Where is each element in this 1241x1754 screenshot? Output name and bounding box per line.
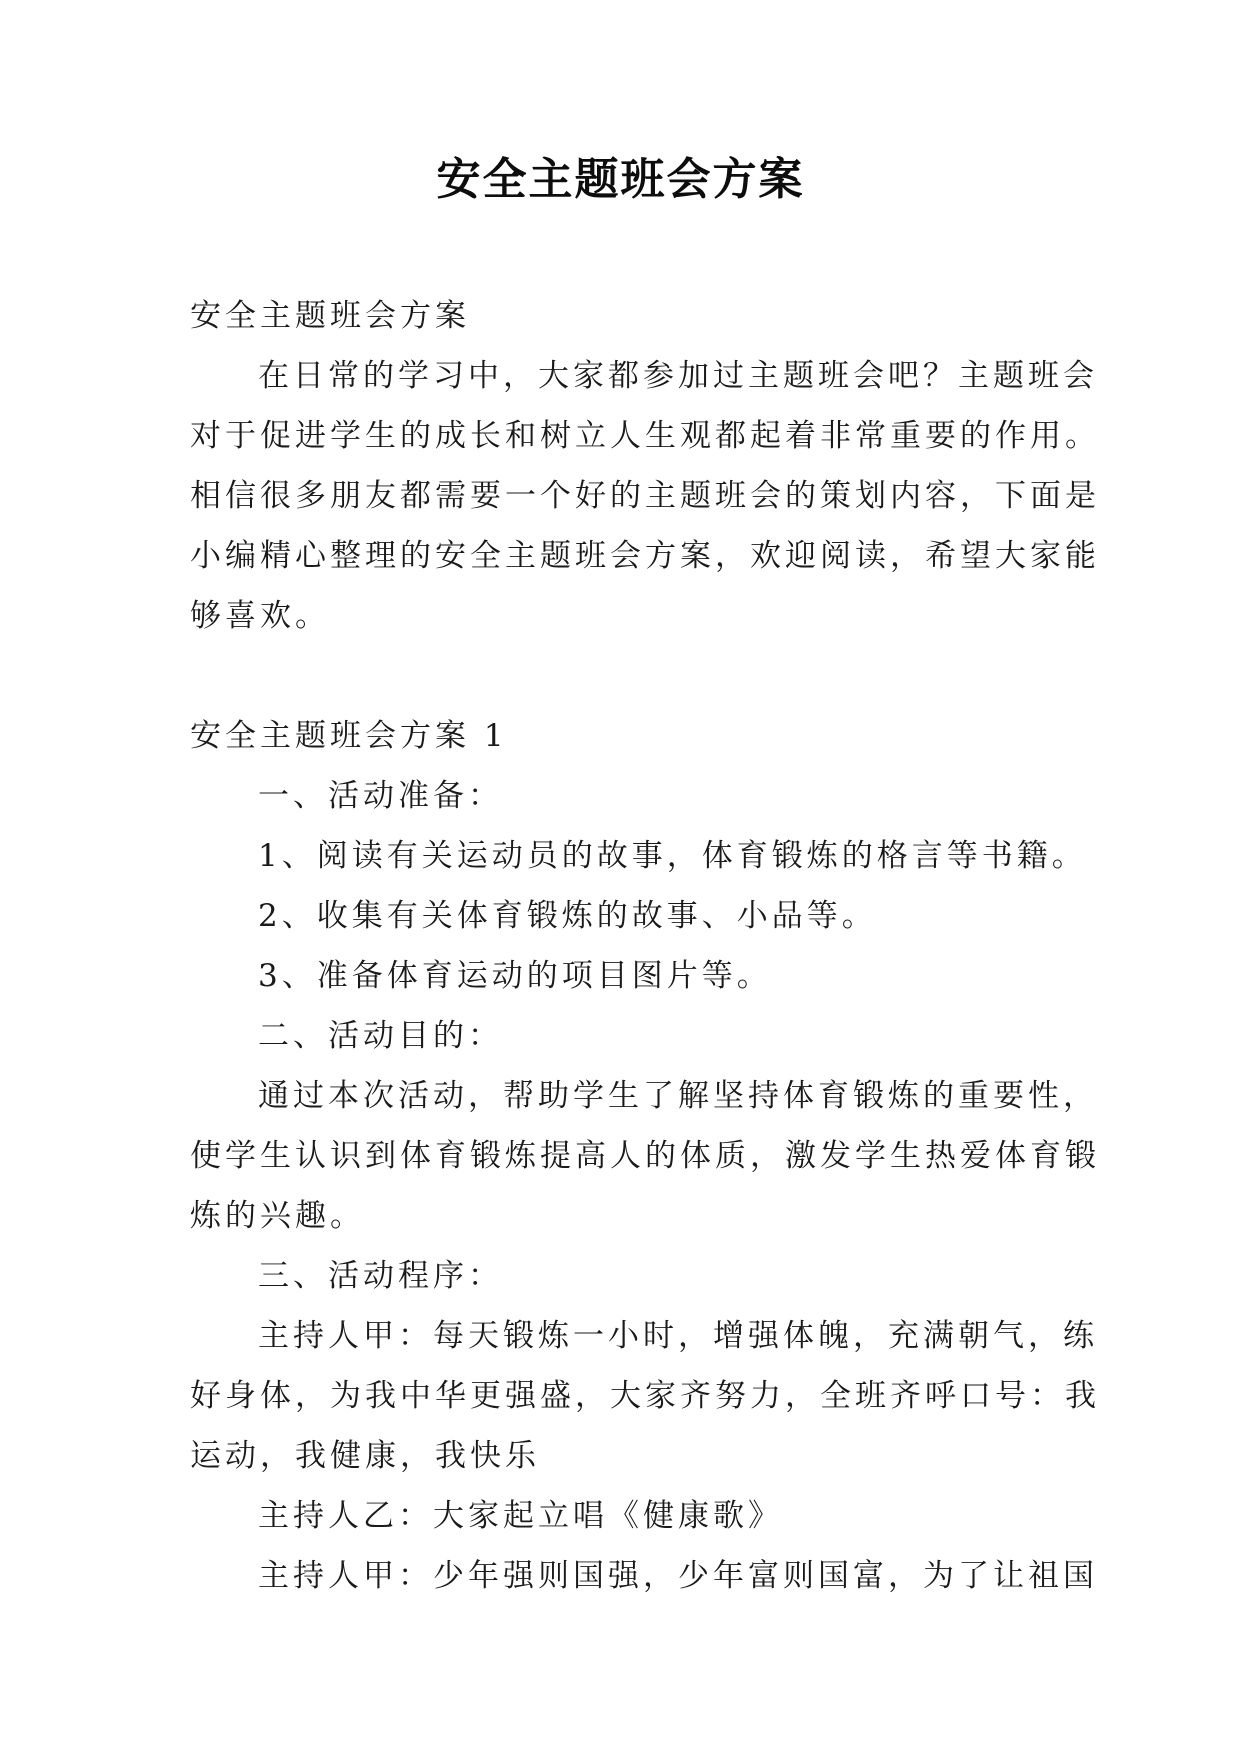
paragraph-line: 主持人乙：大家起立唱《健康歌》 [258,1498,783,1534]
list-item: 1、阅读有关运动员的故事，体育锻炼的格言等书籍。 [258,838,1087,874]
paragraph-line: 够喜欢。 [190,598,330,634]
list-item: 2、收集有关体育锻炼的故事、小品等。 [258,898,877,934]
blank-line [190,646,1060,706]
subheading-line: 一、活动准备： [258,778,503,814]
paragraph-line: 通过本次活动，帮助学生了解坚持体育锻炼的重要性， [258,1078,1098,1114]
paragraph-line: 主持人甲：少年强则国强，少年富则国富，为了让祖国 [258,1558,1098,1594]
paragraph-line: 使学生认识到体育锻炼提高人的体质，激发学生热爱体育锻 [190,1138,1100,1174]
list-item: 3、准备体育运动的项目图片等。 [258,958,772,994]
paragraph-line: 运动，我健康，我快乐 [190,1438,540,1474]
document-title: 安全主题班会方案 [436,154,805,205]
paragraph-line: 对于促进学生的成长和树立人生观都起着非常重要的作用。 [190,418,1100,454]
subheading-line: 三、活动程序： [258,1258,503,1294]
paragraph-line: 小编精心整理的安全主题班会方案，欢迎阅读，希望大家能 [190,538,1100,574]
paragraph-line: 相信很多朋友都需要一个好的主题班会的策划内容，下面是 [190,478,1100,514]
document-body [190,286,1100,1606]
paragraph-line: 好身体，为我中华更强盛，大家齐努力，全班齐呼口号：我 [190,1378,1100,1414]
paragraph-line: 在日常的学习中，大家都参加过主题班会吧？主题班会 [258,358,1098,394]
section-heading: 安全主题班会方案 [190,298,470,334]
paragraph-line: 炼的兴趣。 [190,1198,365,1234]
subheading-line: 二、活动目的： [258,1018,503,1054]
paragraph-line: 主持人甲：每天锻炼一小时，增强体魄，充满朝气，练 [258,1318,1098,1354]
section-heading: 安全主题班会方案 1 [190,718,508,754]
